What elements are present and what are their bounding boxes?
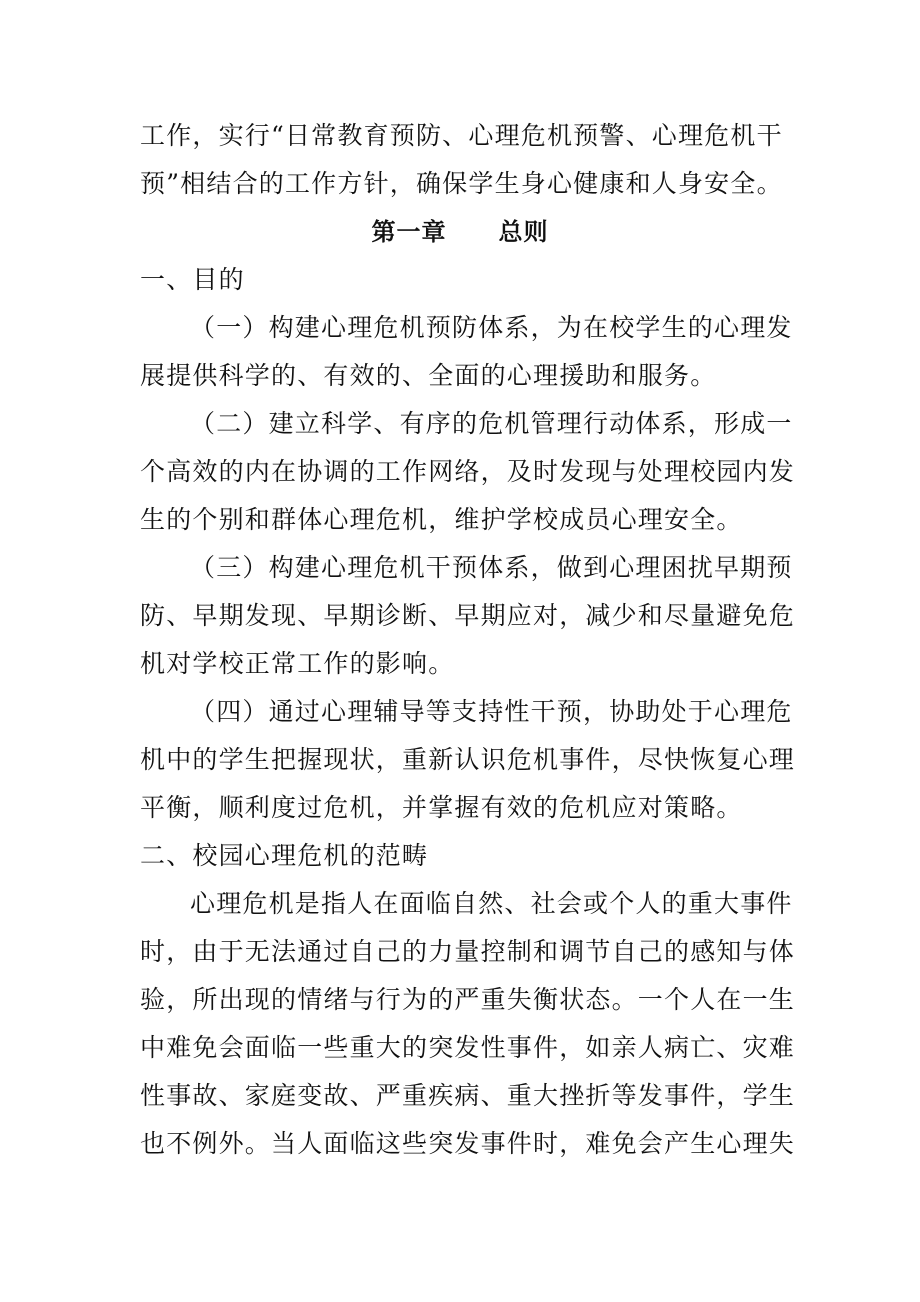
paragraph-line: （一）构建心理危机预防体系，为在校学生的心理发 bbox=[190, 313, 793, 342]
paragraph-line: 性事故、家庭变故、严重疾病、重大挫折等发事件，学生 bbox=[140, 1081, 796, 1110]
purpose-item-2 bbox=[140, 400, 796, 544]
chapter-number: 第一章 bbox=[371, 218, 447, 246]
paragraph-line: 展提供科学的、有效的、全面的心理援助和服务。 bbox=[140, 361, 717, 390]
paragraph-line: 个高效的内在协调的工作网络，及时发现与处理校园内发 bbox=[140, 457, 796, 486]
purpose-item-3 bbox=[140, 544, 796, 688]
document-page bbox=[140, 112, 796, 1168]
paragraph-line: 验，所出现的情绪与行为的严重失衡状态。一个人在一生 bbox=[140, 985, 796, 1014]
paragraph-line: 心理危机是指人在面临自然、社会或个人的重大事件 bbox=[190, 889, 793, 918]
paragraph-line: 中难免会面临一些重大的突发性事件，如亲人病亡、灾难 bbox=[140, 1033, 796, 1062]
paragraph-line: （三）构建心理危机干预体系，做到心理困扰早期预 bbox=[190, 553, 793, 582]
paragraph-line: （四）通过心理辅导等支持性干预，协助处于心理危 bbox=[190, 697, 793, 726]
paragraph-line: 机对学校正常工作的影响。 bbox=[140, 649, 455, 678]
purpose-item-4 bbox=[140, 688, 796, 832]
paragraph-line: 时，由于无法通过自己的力量控制和调节自己的感知与体 bbox=[140, 937, 796, 966]
paragraph-line: 平衡，顺利度过危机，并掌握有效的危机应对策略。 bbox=[140, 793, 743, 822]
section-heading-purpose: 一、目的 bbox=[140, 265, 245, 294]
paragraph-line: 生的个别和群体心理危机，维护学校成员心理安全。 bbox=[140, 505, 743, 534]
chapter-heading bbox=[140, 208, 780, 256]
intro-line: 工作，实行“日常教育预防、心理危机预警、心理危机干 bbox=[140, 121, 783, 150]
chapter-title: 总则 bbox=[498, 218, 549, 246]
section-heading-scope: 二、校园心理危机的范畴 bbox=[140, 841, 429, 870]
purpose-item-1 bbox=[140, 304, 793, 400]
paragraph-line: （二）建立科学、有序的危机管理行动体系，形成一 bbox=[190, 409, 793, 438]
scope-paragraph bbox=[140, 880, 796, 1168]
paragraph-line: 防、早期发现、早期诊断、早期应对，减少和尽量避免危 bbox=[140, 601, 796, 630]
paragraph-line: 也不例外。当人面临这些突发事件时，难免会产生心理失 bbox=[140, 1129, 796, 1158]
paragraph-line: 机中的学生把握现状，重新认识危机事件，尽快恢复心理 bbox=[140, 745, 796, 774]
intro-line: 预”相结合的工作方针，确保学生身心健康和人身安全。 bbox=[140, 169, 783, 198]
